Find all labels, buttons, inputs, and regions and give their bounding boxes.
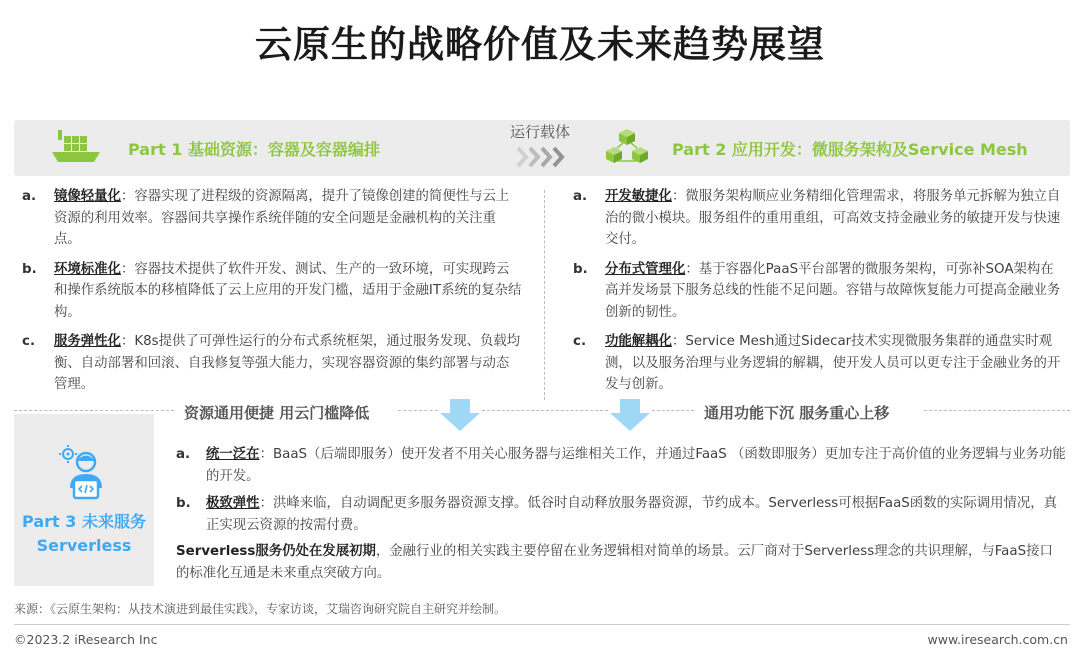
divider-line bbox=[924, 410, 1070, 411]
list-item: a. 开发敏捷化：微服务架构顺应业务精细化管理需求，将服务单元拆解为独立自治的微小模块。服务组件的重用重组，可高效支持金融业务的敏捷开发与快速交付。 bbox=[573, 189, 1061, 247]
part3-list bbox=[176, 444, 1066, 542]
part1-list bbox=[22, 186, 522, 404]
flow-left-text: 资源通用便捷 用云门槛降低 bbox=[184, 404, 370, 422]
list-item: b. 分布式管理化：基于容器化PaaS平台部署的微服务架构，可弥补SOA架构在高并发场景下服务总线的性能不足问题。容错与故障恢复能力可提高金融业务创新的韧性。 bbox=[573, 261, 1061, 320]
list-item: c. 功能解耦化：Service Mesh通过Sidecar技术实现微服务集群的通盘实时观测，以及服务治理与业务逻辑的解耦，使开发人员可以更专注于金融业务的开发与创新。 bbox=[573, 334, 1061, 392]
part1-label: Part 1 基础资源：容器及容器编排 bbox=[128, 139, 380, 159]
part3-panel bbox=[14, 414, 154, 586]
divider-line bbox=[652, 410, 694, 411]
list-item: c. 服务弹性化：K8s提供了可弹性运行的分布式系统框架，通过服务发现、负载均衡、自动部署和回滚、自我修复等强大能力，实现容器资源的集约部署与动态管理。 bbox=[22, 334, 521, 392]
part1-header bbox=[50, 120, 380, 176]
list-item: a. 统一泛在：BaaS（后端即服务）使开发者不用关心服务器与运维相关工作，并通过FaaS （函数即服务）更加专注于高价值的业务逻辑与业务功能的开发。 bbox=[176, 447, 1066, 484]
list-item: b. 极致弹性：洪峰来临，自动调配更多服务器资源支撑。低谷时自动释放服务器资源，节约成本。Serverless可根据FaaS函数的实际调用情况，真正实现云资源的按需付费。 bbox=[176, 496, 1058, 533]
cubes-icon bbox=[604, 127, 650, 169]
down-arrow-icon bbox=[440, 399, 480, 431]
part3-summary: Serverless服务仍处在发展初期，金融行业的相关实践主要停留在业务逻辑相对简单的场景。云厂商对于Serverless理念的共识理解，与FaaS接口的标准化互通是未来重点突破方向。 bbox=[176, 544, 1053, 581]
copyright: ©2023.2 iResearch Inc bbox=[14, 632, 158, 647]
down-arrow-icon bbox=[610, 399, 650, 431]
carrier-label: 运行载体 bbox=[509, 123, 570, 141]
divider-line bbox=[398, 410, 438, 411]
list-item: a. 镜像轻量化：容器实现了进程级的资源隔离，提升了镜像创建的简便性与云上资源的利用效率。容器间共享操作系统伴随的安全问题是金融机构的关注重点。 bbox=[22, 189, 510, 247]
part2-header bbox=[604, 120, 1028, 176]
chevrons-icon bbox=[516, 145, 566, 169]
ship-icon bbox=[50, 130, 102, 166]
divider-line bbox=[14, 410, 174, 411]
website-link[interactable]: www.iresearch.com.cn bbox=[927, 632, 1068, 647]
divider-line bbox=[482, 410, 608, 411]
column-divider bbox=[544, 190, 545, 400]
developer-icon bbox=[56, 444, 112, 504]
footer-divider bbox=[14, 624, 1070, 625]
flow-right-text: 通用功能下沉 服务重心上移 bbox=[704, 404, 890, 422]
list-item: b. 环境标准化：容器技术提供了软件开发、测试、生产的一致环境，可实现跨云和操作系统版本的移植降低了云上应用的开发门槛，适用于金融IT系统的复杂结构。 bbox=[22, 261, 522, 320]
part3-label: Part 3 未来服务 Serverless bbox=[22, 512, 146, 555]
part2-list bbox=[573, 186, 1063, 404]
part2-label: Part 2 应用开发：微服务架构及Service Mesh bbox=[672, 139, 1028, 159]
page-title: 云原生的战略价值及未来趋势展望 bbox=[255, 23, 825, 66]
source-note: 来源：《云原生架构：从技术演进到最佳实践》，专家访谈，艾瑞咨询研究院自主研究并绘制。 bbox=[14, 602, 507, 616]
